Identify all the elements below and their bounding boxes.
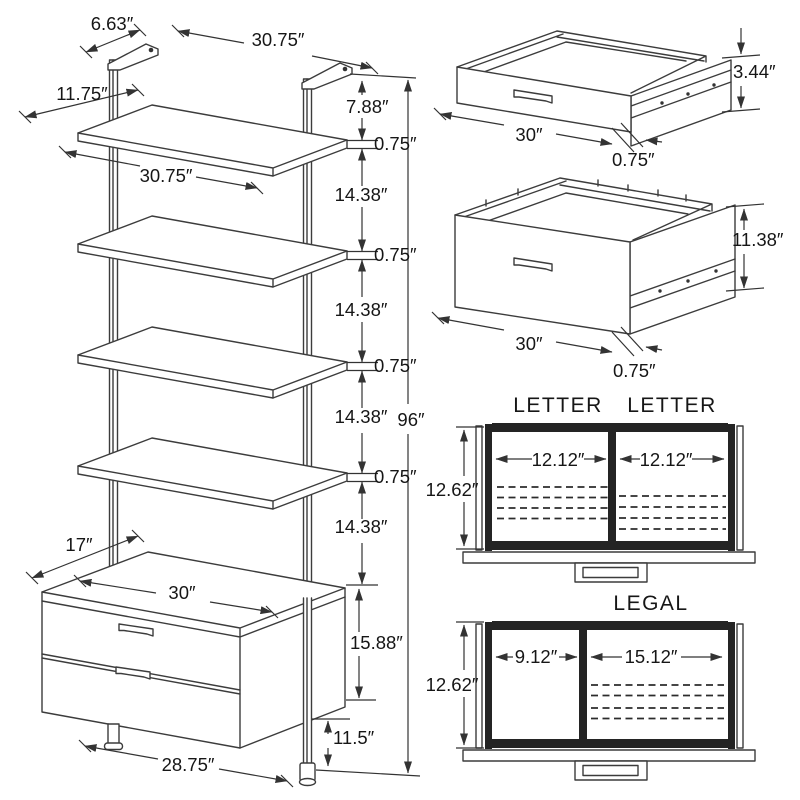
dim-shelf-thickness-3-label: 0.75″ — [374, 355, 417, 376]
dim-shelf-gap-2-label: 14.38″ — [334, 299, 388, 320]
dim-shelf-gap-1-label: 14.38″ — [334, 184, 388, 205]
letter-front-edge — [463, 552, 755, 563]
small-drawer-slide-rail — [631, 60, 731, 146]
dim-bracket-depth-label: 6.63″ — [90, 13, 134, 34]
dim-cabinet-top-width-label: 30″ — [168, 582, 196, 603]
letter-title-left: LETTER — [513, 394, 603, 417]
dim-top-gap-label: 7.88″ — [346, 96, 389, 117]
dim-shelf-depth-label: 11.75″ — [56, 83, 108, 104]
legal-front-edge — [463, 750, 755, 761]
dim-cabinet-height-label: 15.88″ — [350, 632, 403, 653]
dim-small-drawer-thickness-label: 0.75″ — [612, 149, 655, 170]
small-drawer-body — [457, 31, 731, 146]
small-drawer-figure — [434, 28, 776, 170]
large-drawer-figure — [432, 178, 784, 381]
dim-shelf-thickness-4-label: 0.75″ — [374, 466, 417, 487]
legal-divider — [579, 621, 587, 748]
letter-layout-figure — [426, 394, 755, 582]
dim-shelf-gap-4-label: 14.38″ — [334, 516, 388, 537]
letter-file-lines-right — [619, 496, 726, 529]
dim-legal-depth-label: 12.62″ — [425, 674, 479, 695]
large-drawer-slide-rail — [630, 205, 735, 334]
legal-dimensions — [456, 622, 722, 748]
dim-legal-left-width-label: 9.12″ — [514, 646, 558, 667]
dim-legal-right-width-label: 15.12″ — [624, 646, 678, 667]
cabinet-leg — [108, 724, 119, 744]
letter-drawer-plan — [463, 423, 755, 582]
legal-title: LEGAL — [613, 592, 689, 615]
dim-letter-depth-label: 12.62″ — [425, 479, 479, 500]
dim-base-width-label: 28.75″ — [161, 754, 215, 775]
wall-bracket-right — [302, 63, 352, 89]
legal-drawer-plan — [463, 621, 755, 780]
letter-divider — [608, 423, 616, 550]
dim-large-drawer-height-label: 11.38″ — [732, 229, 784, 250]
dim-shelf-gap-3-label: 14.38″ — [334, 406, 388, 427]
dim-shelf-thickness-1-label: 0.75″ — [374, 133, 417, 154]
wall-bracket-left — [108, 44, 158, 70]
dim-large-drawer-thickness-label: 0.75″ — [613, 360, 656, 381]
dim-letter-right-width-label: 12.12″ — [639, 449, 693, 470]
dim-letter-left-width-label: 12.12″ — [531, 449, 585, 470]
dim-small-drawer-height-label: 3.44″ — [733, 61, 776, 82]
letter-title-right: LETTER — [627, 394, 717, 417]
letter-file-lines-left — [497, 487, 610, 519]
dim-base-clearance-label: 11.5″ — [333, 727, 375, 748]
legal-file-lines-right — [591, 685, 724, 719]
dim-cabinet-depth-label: 17″ — [65, 534, 93, 555]
legal-layout-figure — [426, 592, 755, 780]
large-drawer-front-panel — [455, 215, 630, 334]
dim-small-drawer-width-label: 30″ — [515, 124, 543, 145]
large-drawer-body — [455, 178, 735, 334]
letter-dimensions — [456, 427, 724, 549]
dim-large-drawer-width-label: 30″ — [515, 333, 543, 354]
dim-top-span-label: 30.75″ — [251, 29, 305, 50]
dim-shelf-width-label: 30.75″ — [139, 165, 193, 186]
dim-total-height-label: 96″ — [397, 409, 425, 430]
dim-shelf-thickness-2-label: 0.75″ — [374, 244, 417, 265]
shelf-unit-figure — [19, 13, 425, 787]
